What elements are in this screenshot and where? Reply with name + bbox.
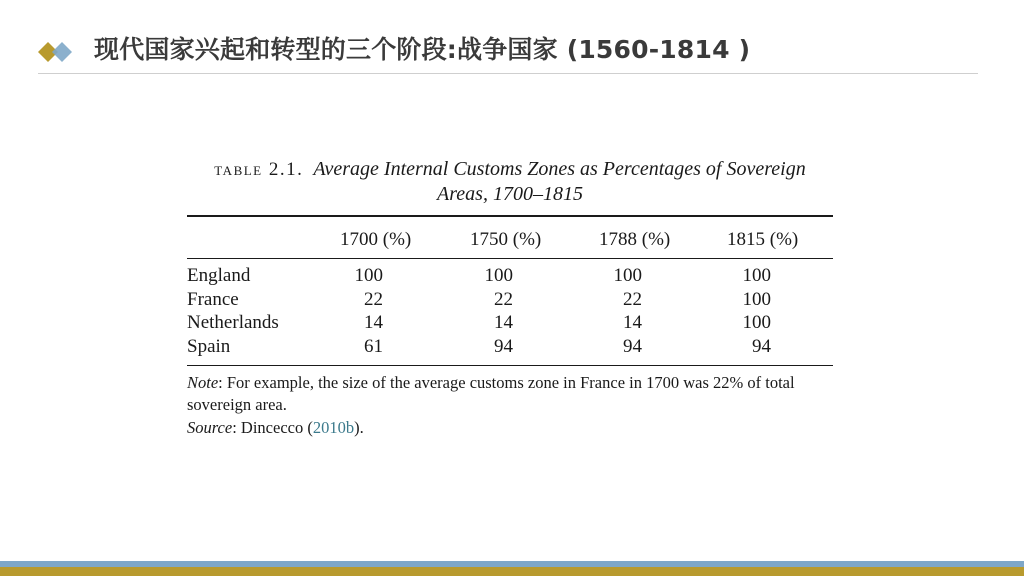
note-text: : For example, the size of the average customs zone in France in 1700 was 22% of total sovereign area. <box>187 373 795 414</box>
column-header-1815: 1815 (%) <box>727 229 799 250</box>
table-cell: 94 <box>623 336 642 357</box>
table-cell: 100 <box>742 312 771 333</box>
table-top-rule <box>187 215 833 217</box>
note-label: Note <box>187 373 219 392</box>
table-cell: 14 <box>623 312 642 333</box>
table-source <box>187 418 364 438</box>
source-label: Source <box>187 418 233 437</box>
row-label-spain: Spain <box>187 336 231 357</box>
column-header-1700: 1700 (%) <box>340 229 412 250</box>
table-cell: 22 <box>494 289 513 310</box>
table-cell: 100 <box>354 265 383 286</box>
table-cell: 14 <box>494 312 513 333</box>
table-cell: 94 <box>752 336 771 357</box>
table-header-rule <box>187 258 833 259</box>
title-divider <box>38 73 978 74</box>
table-cell: 22 <box>623 289 642 310</box>
table-cell: 14 <box>364 312 383 333</box>
table-label: table 2.1. <box>214 159 304 180</box>
column-header-1750: 1750 (%) <box>470 229 542 250</box>
table-cell: 94 <box>494 336 513 357</box>
row-label-england: England <box>187 265 251 286</box>
source-prefix: : Dincecco ( <box>232 418 313 437</box>
footer-bar-gold <box>0 567 1024 576</box>
table-caption <box>187 157 833 206</box>
table-cell: 100 <box>613 265 642 286</box>
slide-title: 现代国家兴起和转型的三个阶段:战争国家 (1560-1814 ) <box>94 35 751 64</box>
row-label-france: France <box>187 289 239 310</box>
row-label-netherlands: Netherlands <box>187 312 279 333</box>
table-bottom-rule <box>187 365 833 366</box>
column-header-1788: 1788 (%) <box>599 229 671 250</box>
table-note <box>187 372 837 416</box>
citation-link[interactable]: 2010b <box>312 418 355 437</box>
table-title: Average Internal Customs Zones as Percentages of Sovereign Areas, 1700–1815 <box>313 158 806 205</box>
table-cell: 22 <box>364 289 383 310</box>
table-cell: 100 <box>484 265 513 286</box>
source-suffix: ). <box>354 418 364 437</box>
table-cell: 61 <box>364 336 383 357</box>
table-cell: 100 <box>742 265 771 286</box>
table-cell: 100 <box>742 289 771 310</box>
diamond-logo-icon <box>38 40 78 64</box>
